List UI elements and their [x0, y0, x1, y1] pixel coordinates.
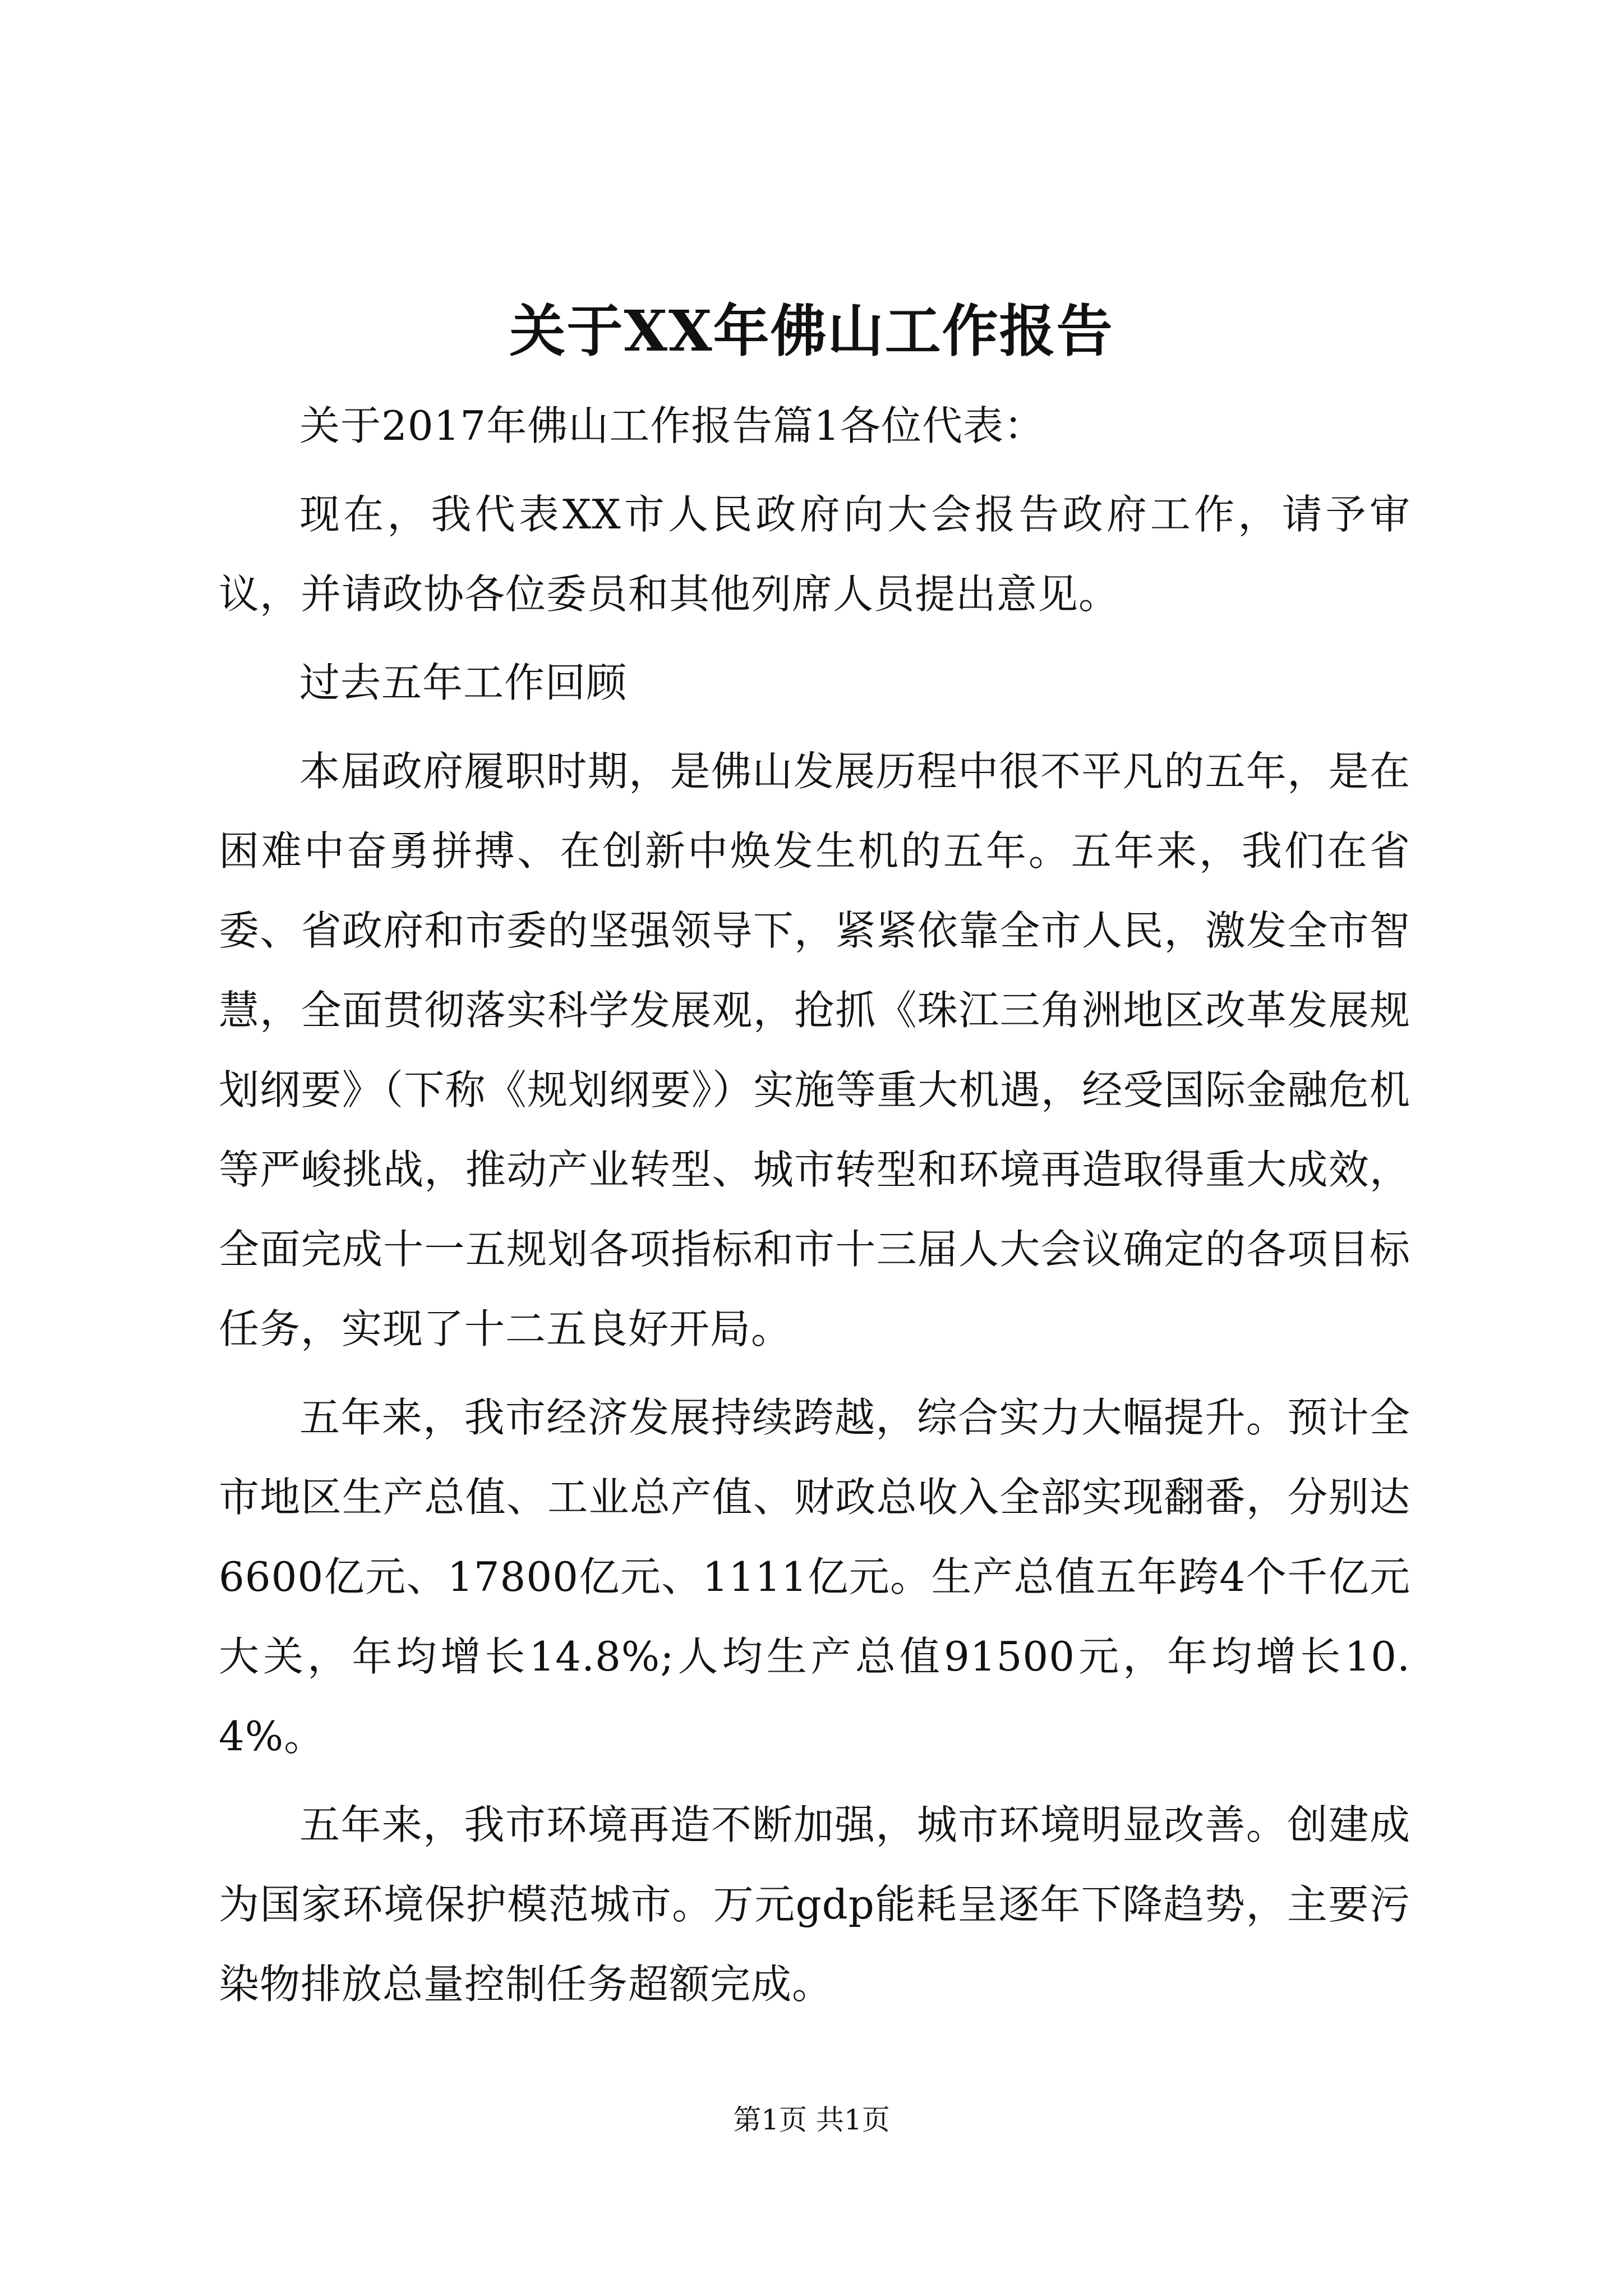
document-title: 关于XX年佛山工作报告 [509, 298, 1114, 364]
paragraph-environment: 五年来，我市环境再造不断加强，城市环境明显改善。创建成为国家环境保护模范城市。万元gdp能耗呈逐年下降趋势，主要污染物排放总量控制任务超额完成。 [219, 1801, 1410, 2008]
paragraph-term-overview: 本届政府履职时期，是佛山发展历程中很不平凡的五年，是在困难中奋勇拼搏、在创新中焕发生机的五年。五年来，我们在省委、省政府和市委的坚强领导下，紧紧依靠全市人民，激发全市智慧，全面贯彻落实科学发展观，抢抓《珠江三角洲地区改革发展规划纲要》（下称《规划纲要》）实施等重大机遇，经受国际金融危机等严峻挑战，推动产业转型、城市转型和环境再造取得重大成效，全面完成十一五规划各项指标和市十三届人大会议确定的各项目标任务，实现了十二五良好开局。 [219, 748, 1410, 1352]
document-body [219, 386, 1410, 2033]
paragraph-opening: 现在，我代表XX市人民政府向大会报告政府工作，请予审议，并请政协各位委员和其他列席人员提出意见。 [219, 491, 1410, 618]
paragraph-economy: 五年来，我市经济发展持续跨越，综合实力大幅提升。预计全市地区生产总值、工业总产值、财政总收入全部实现翻番，分别达6600亿元、17800亿元、1111亿元。生产总值五年跨4个千亿元大关，年均增长14.8%;人均生产总值91500元，年均增长10.4%。 [219, 1394, 1410, 1760]
section-heading-review: 过去五年工作回顾 [299, 659, 628, 706]
page-footer: 第1页 共1页 [733, 2104, 890, 2136]
paragraph-greeting: 关于2017年佛山工作报告篇1各位代表： [299, 402, 1045, 449]
